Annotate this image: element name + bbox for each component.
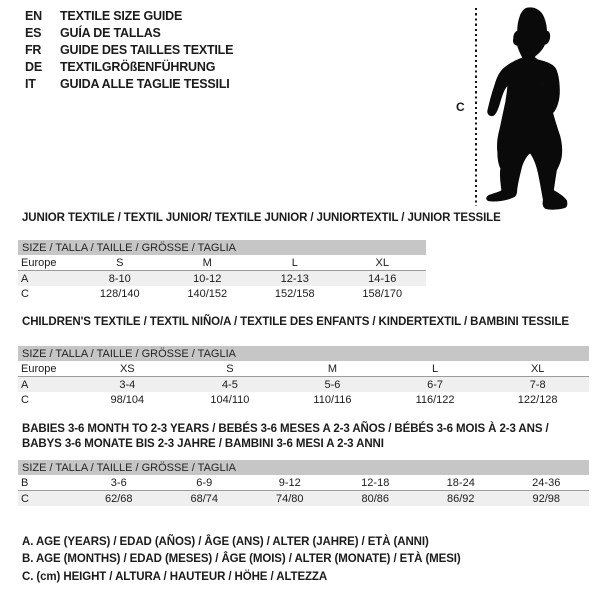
language-code: DE xyxy=(25,60,42,74)
junior-size-table xyxy=(18,255,426,301)
section-title: CHILDREN'S TEXTILE / TEXTIL NIÑO/A / TEXTILE DES ENFANTS / KINDERTEXTIL / BAMBINI TESSILE xyxy=(22,316,569,328)
table-cell: M xyxy=(202,256,212,269)
baby-figure xyxy=(450,0,600,215)
size-header-bar: SIZE / TALLA / TAILLE / GRÖSSE / TAGLIA xyxy=(18,240,426,255)
table-cell: 92/98 xyxy=(532,492,561,505)
language-header xyxy=(25,8,233,93)
legend-line-c: C. (cm) HEIGHT / ALTURA / HAUTEUR / HÖHE / ALTEZZA xyxy=(22,570,328,583)
table-cell: 104/110 xyxy=(210,393,250,406)
table-cell: M xyxy=(327,362,338,375)
legend-line-b: B. AGE (MONTHS) / EDAD (MESES) / ÂGE (MOIS) / ALTER (MONATE) / ETÀ (MESI) xyxy=(22,553,461,566)
section-babies-textile xyxy=(18,423,589,506)
table-cell: 80/86 xyxy=(361,492,390,505)
section-title-line2: BABYS 3-6 MONATE BIS 2-3 JAHRE / BAMBINI 3-6 MESI A 2-3 ANNI xyxy=(22,438,384,450)
table-cell: 6-9 xyxy=(196,476,213,489)
table-row xyxy=(18,475,589,491)
row-label: Europe xyxy=(21,256,57,269)
table-cell: 116/122 xyxy=(415,393,455,406)
language-label: TEXTILE SIZE GUIDE xyxy=(60,9,183,23)
language-code: ES xyxy=(25,26,42,40)
table-cell: 6-7 xyxy=(427,378,444,391)
table-row xyxy=(18,491,589,506)
section-title: JUNIOR TEXTILE / TEXTIL JUNIOR/ TEXTILE JUNIOR / JUNIORTEXTIL / JUNIOR TESSILE xyxy=(22,212,501,224)
table-cell: XL xyxy=(530,362,545,375)
table-cell: 152/158 xyxy=(274,287,315,300)
table-cell: 24-36 xyxy=(532,476,561,489)
language-label: GUIDE DES TAILLES TEXTILE xyxy=(60,43,234,57)
table-cell: 12-18 xyxy=(361,476,390,489)
section-title: BABIES 3-6 MONTH TO 2-3 YEARS / BEBÉS 3-6 MESES A 2-3 AÑOS / BÉBÉS 3-6 MOIS À 2-3 ANS / xyxy=(22,423,549,435)
table-row xyxy=(18,271,426,286)
table-cell: 62/68 xyxy=(104,492,133,505)
row-label: A xyxy=(21,272,29,285)
table-cell: 158/170 xyxy=(362,287,403,300)
language-row xyxy=(25,42,233,59)
size-header-bar: SIZE / TALLA / TAILLE / GRÖSSE / TAGLIA xyxy=(18,460,589,475)
language-row xyxy=(25,25,233,42)
size-header-bar: SIZE / TALLA / TAILLE / GRÖSSE / TAGLIA xyxy=(18,346,589,361)
table-row xyxy=(18,286,426,301)
section-junior-textile xyxy=(18,212,501,301)
table-row xyxy=(18,361,589,377)
table-cell: 86/92 xyxy=(446,492,475,505)
table-cell: 110/116 xyxy=(313,393,352,406)
table-cell: 74/80 xyxy=(275,492,304,505)
table-row xyxy=(18,392,589,407)
table-cell: 3-4 xyxy=(119,378,136,391)
babies-size-table xyxy=(18,475,589,506)
table-cell: 18-24 xyxy=(446,476,475,489)
table-cell: 7-8 xyxy=(529,378,546,391)
language-code: EN xyxy=(25,9,42,23)
section-children-textile xyxy=(18,316,589,407)
measure-legend xyxy=(22,534,461,586)
row-label: Europe xyxy=(21,362,57,375)
row-label: C xyxy=(21,287,29,300)
language-code: IT xyxy=(25,77,36,91)
table-row xyxy=(18,377,589,392)
table-cell: S xyxy=(226,362,234,375)
table-cell: 98/104 xyxy=(110,393,145,406)
table-cell: 5-6 xyxy=(324,378,341,391)
table-cell: 128/140 xyxy=(99,287,140,300)
language-row xyxy=(25,76,233,93)
table-cell: 4-5 xyxy=(221,378,238,391)
table-row xyxy=(18,255,426,271)
children-size-table xyxy=(18,361,589,407)
table-cell: L xyxy=(291,256,298,269)
table-cell: 14-16 xyxy=(368,272,397,285)
row-label: B xyxy=(21,476,29,489)
baby-silhouette-icon xyxy=(480,0,600,213)
table-cell: 8-10 xyxy=(108,272,131,285)
height-measure-dotted-line xyxy=(475,8,477,206)
height-measure-label: C xyxy=(456,100,465,114)
language-row xyxy=(25,59,233,76)
table-cell: 10-12 xyxy=(193,272,222,285)
table-cell: 68/74 xyxy=(190,492,219,505)
legend-line-a: A. AGE (YEARS) / EDAD (AÑOS) / ÂGE (ANS) / ALTER (JAHRE) / ETÀ (ANNI) xyxy=(22,536,429,548)
table-cell: XL xyxy=(375,256,389,269)
table-cell: 12-13 xyxy=(280,272,309,285)
table-cell: L xyxy=(432,362,439,375)
language-code: FR xyxy=(25,43,42,57)
row-label: C xyxy=(21,393,29,406)
language-row xyxy=(25,8,233,25)
table-cell: 3-6 xyxy=(110,476,127,489)
language-label: TEXTILGRÖßENFÜHRUNG xyxy=(60,60,216,74)
table-cell: 122/128 xyxy=(517,393,558,406)
row-label: C xyxy=(21,492,29,505)
row-label: A xyxy=(21,378,29,391)
table-cell: XS xyxy=(119,362,135,375)
language-label: GUÍA DE TALLAS xyxy=(60,26,161,40)
table-cell: 9-12 xyxy=(278,476,301,489)
table-cell: S xyxy=(116,256,124,269)
table-cell: 140/152 xyxy=(187,287,228,300)
language-label: GUIDA ALLE TAGLIE TESSILI xyxy=(60,77,230,91)
